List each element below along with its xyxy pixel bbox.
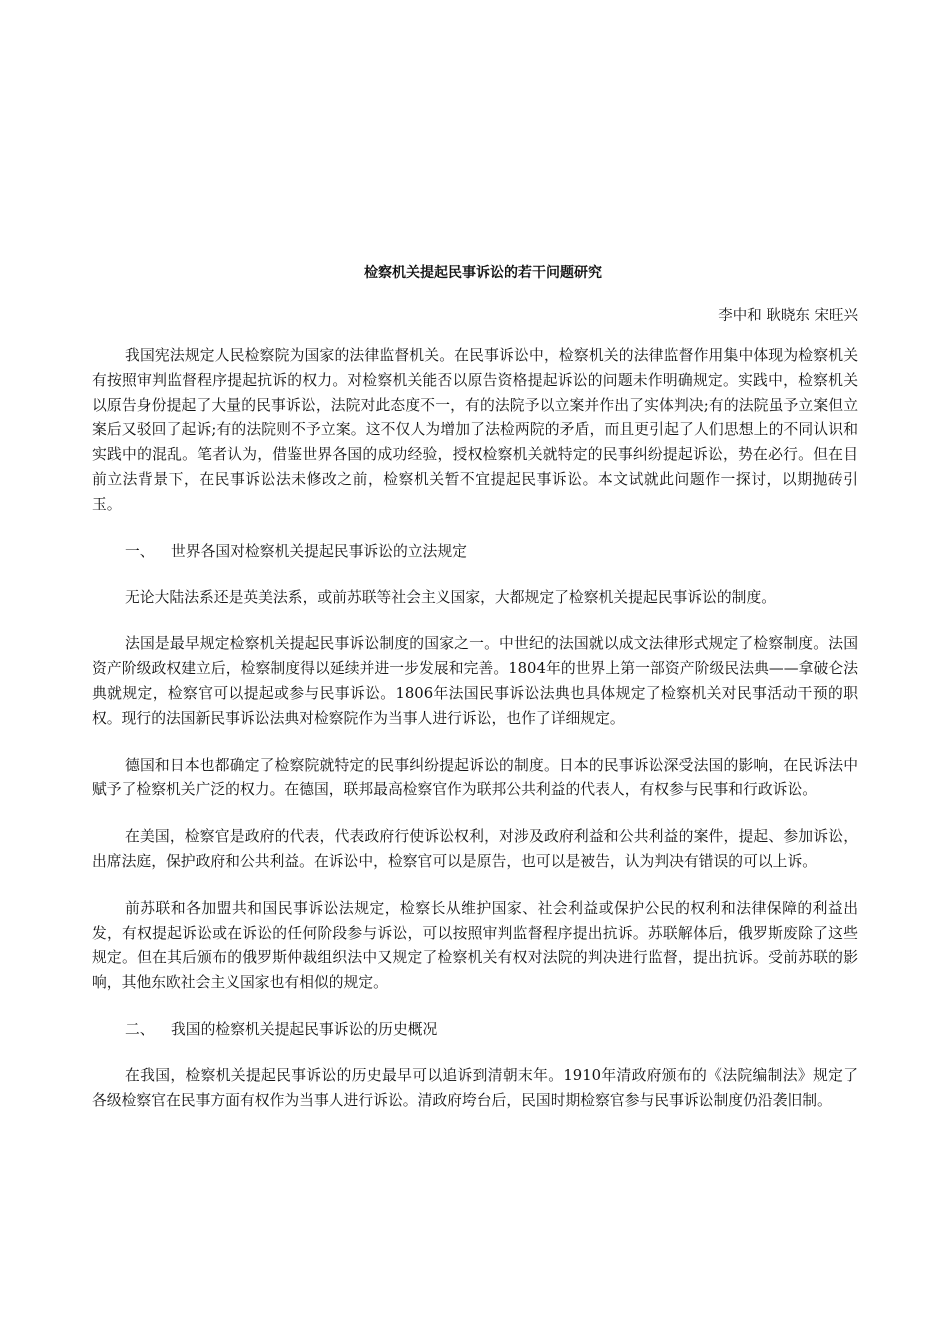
document-title: 检察机关提起民事诉讼的若干问题研究 bbox=[364, 265, 602, 281]
section-number-2: 二、 bbox=[125, 1020, 155, 1038]
paragraph-overview: 无论大陆法系还是英美法系，或前苏联等社会主义国家，大都规定了检察机关提起民事诉讼的制度。 bbox=[125, 588, 777, 606]
paragraph-germany-japan: 德国和日本也都确定了检察院就特定的民事纠纷提起诉讼的制度。日本的民事诉讼深受法国的影响，在民诉法中赋予了检察机关广泛的权力。在德国，联邦最高检察官作为联邦公共利益的代表人，有权参与民事和行政诉讼。 bbox=[92, 756, 858, 799]
paragraph-china-history: 在我国，检察机关提起民事诉讼的历史最早可以追诉到清朝末年。1910年清政府颁布的《法院编制法》规定了各级检察官在民事方面有权作为当事人进行诉讼。清政府垮台后，民国时期检察官参与民事诉讼制度仍沿袭旧制。 bbox=[92, 1066, 858, 1109]
section-heading-2 bbox=[92, 1018, 858, 1042]
section-title-1: 世界各国对检察机关提起民事诉讼的立法规定 bbox=[171, 542, 467, 560]
document-page bbox=[92, 262, 858, 1136]
document-authors: 李中和 耿晓东 宋旺兴 bbox=[718, 308, 858, 324]
section-heading-1 bbox=[92, 540, 858, 564]
paragraph-usa: 在美国，检察官是政府的代表，代表政府行使诉讼权利，对涉及政府利益和公共利益的案件，提起、参加诉讼，出席法庭，保护政府和公共利益。在诉讼中，检察官可以是原告，也可以是被告，认为判决有错误的可以上诉。 bbox=[92, 828, 858, 870]
section-title-2: 我国的检察机关提起民事诉讼的历史概况 bbox=[171, 1020, 438, 1038]
section-number-1: 一、 bbox=[125, 542, 155, 560]
paragraph-intro: 我国宪法规定人民检察院为国家的法律监督机关。在民事诉讼中，检察机关的法律监督作用集中体现为检察机关有按照审判监督程序提起抗诉的权力。对检察机关能否以原告资格提起诉讼的问题未作明确规定。实践中，检察机关以原告身份提起了大量的民事诉讼，法院对此态度不一，有的法院予以立案并作出了实体判决;有的法院虽予立案但立案后又驳回了起诉;有的法院则不予立案。这不仅人为增加了法检两院的矛盾，而且更引起了人们思想上的不同认识和实践中的混乱。笔者认为，借鉴世界各国的成功经验，授权检察机关就特定的民事纠纷提起诉讼，势在必行。但在目前立法背景下，在民事诉讼法未修改之前，检察机关暂不宜提起民事诉讼。本文试就此问题作一探讨，以期抛砖引玉。 bbox=[92, 347, 858, 513]
paragraph-soviet: 前苏联和各加盟共和国民事诉讼法规定，检察长从维护国家、社会利益或保护公民的权利和法律保障的利益出发，有权提起诉讼或在诉讼的任何阶段参与诉讼，可以按照审判监督程序提出抗诉。苏联解体后，俄罗斯废除了这些规定。但在其后颁布的俄罗斯仲裁组织法中又规定了检察机关有权对法院的判决进行监督，提出抗诉。受前苏联的影响，其他东欧社会主义国家也有相似的规定。 bbox=[92, 899, 858, 992]
paragraph-france: 法国是最早规定检察机关提起民事诉讼制度的国家之一。中世纪的法国就以成文法律形式规定了检察制度。法国资产阶级政权建立后，检察制度得以延续并进一步发展和完善。1804年的世界上第一部资产阶级民法典——拿破仑法典就规定，检察官可以提起或参与民事诉讼。1806年法国民事诉讼法典也具体规定了检察机关对民事活动干预的职权。现行的法国新民事诉讼法典对检察院作为当事人进行诉讼，也作了详细规定。 bbox=[92, 635, 858, 727]
